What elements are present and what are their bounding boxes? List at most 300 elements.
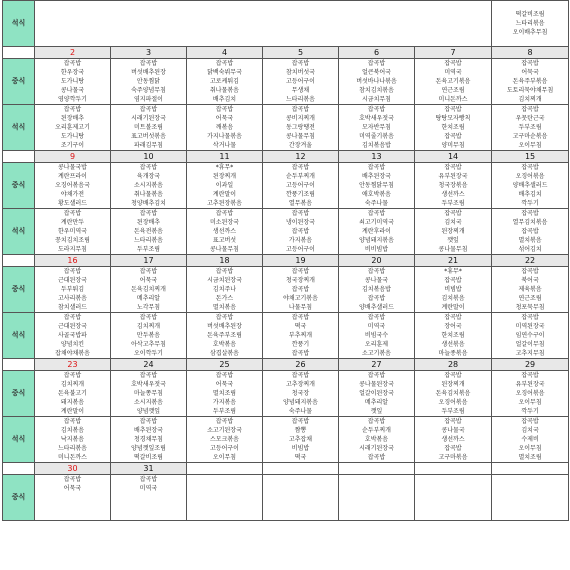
menu-item: 생선까스 <box>441 191 465 198</box>
menu-item <box>35 511 110 520</box>
menu-item: 도토리묵야채무침 <box>506 87 554 94</box>
menu-item: 마늘쫑무침 <box>134 390 163 397</box>
day-number: 13 <box>339 151 415 163</box>
menu-item: 된장찌개 <box>441 228 465 235</box>
empty-cell <box>187 463 263 475</box>
menu-item: 양념돼지볶음 <box>359 237 394 244</box>
menu-cell <box>111 105 187 151</box>
menu-item: 시래기된장국 <box>131 115 166 122</box>
menu-item: 오이무침 <box>518 142 542 149</box>
menu-item: 미트볼조림 <box>134 124 163 131</box>
menu-item: 김치찌개 <box>60 381 85 388</box>
menu-item: 간장겨울 <box>288 142 313 149</box>
menu-item: 사골국밥파 <box>58 332 87 339</box>
menu-cell <box>35 59 111 105</box>
menu-item: 김치찌개 <box>518 96 542 103</box>
menu-item: 배추김치 <box>212 96 237 103</box>
menu-item: 잡곡밥 <box>63 476 82 483</box>
menu-item: 참치버섯국 <box>286 69 315 76</box>
menu-item: 김치볶음밥 <box>362 286 391 293</box>
menu-item: 잡곡밥 <box>291 418 310 425</box>
menu-item: 수제비 <box>521 436 539 443</box>
menu-item: 숙주나물 <box>364 200 389 207</box>
day-row <box>3 463 569 475</box>
menu-item: 잡곡밥 <box>63 418 82 425</box>
day-row <box>3 255 569 267</box>
menu-item: 김치찌개 <box>136 323 161 330</box>
empty-cell <box>492 463 569 475</box>
menu-item: 잡곡밥 <box>63 268 82 275</box>
menu-item: 떡국 <box>294 323 307 330</box>
day-number: 22 <box>492 255 569 267</box>
menu-cell <box>415 267 492 313</box>
empty-cell <box>415 475 492 521</box>
menu-item: 잡곡밥 <box>367 418 386 425</box>
menu-item: 버섯배추된장 <box>131 69 166 76</box>
menu-item: 잡곡밥 <box>444 314 462 321</box>
menu-item: 배추된장국 <box>362 173 391 180</box>
menu-item: 고구마볶음 <box>438 454 468 461</box>
day-row <box>3 47 569 59</box>
menu-item: 잡곡밥 <box>521 164 539 171</box>
menu-item: 양념깻잎 <box>136 408 161 415</box>
day-number: 14 <box>415 151 492 163</box>
menu-item: 생선까스 <box>212 228 237 235</box>
menu-cell <box>35 105 111 151</box>
menu-item: 잡곡밥 <box>291 164 310 171</box>
menu-item: 얼갈이무침 <box>515 341 545 348</box>
menu-item: 계란프라이 <box>58 173 87 180</box>
lunch-row <box>3 475 569 521</box>
menu-item: 두부조림 <box>136 246 161 253</box>
menu-item: 고로케튀김 <box>210 78 239 85</box>
menu-item: 계란말이 <box>441 304 465 311</box>
menu-item: 미역된장국 <box>515 323 545 330</box>
menu-item: 시래기된장국 <box>359 445 394 452</box>
menu-item: 오이무침 <box>518 445 542 452</box>
menu-item: 고등어구이 <box>210 445 239 452</box>
day-number: 27 <box>339 359 415 371</box>
menu-cell <box>187 105 263 151</box>
dinner-row <box>3 417 569 463</box>
menu-item: 김치볶음 <box>60 427 85 434</box>
menu-cell <box>492 163 569 209</box>
meal-table <box>2 0 569 521</box>
menu-item: 열무김치볶음 <box>512 219 548 226</box>
day-number: 2 <box>35 47 111 59</box>
menu-item: 동그랑땡전 <box>286 124 315 131</box>
menu-cell <box>35 313 111 359</box>
menu-item: 잡곡밥 <box>139 210 158 217</box>
menu-cell <box>263 163 339 209</box>
menu-item: 두부튀김 <box>60 286 85 293</box>
menu-item: 오징어볶음국 <box>55 182 90 189</box>
menu-item: 잡곡밥 <box>63 60 82 67</box>
menu-item: 미니돈까스 <box>58 454 87 461</box>
day-number: 23 <box>35 359 111 371</box>
menu-item: 잡곡밥 <box>367 164 386 171</box>
menu-item: 잡곡밥 <box>291 286 310 293</box>
menu-item: 잡곡밥 <box>291 228 310 235</box>
day-number: 31 <box>111 463 187 475</box>
menu-item: 연근조림 <box>441 87 465 94</box>
menu-item: 배추김치 <box>518 191 542 198</box>
menu-cell <box>187 163 263 209</box>
menu-item: 황도샐러드 <box>58 200 87 207</box>
menu-item: 잡곡밥 <box>444 106 462 113</box>
menu-item: 잡곡밥 <box>215 268 234 275</box>
menu-item: 잡곡밥 <box>215 210 234 217</box>
menu-item: 근대된장국 <box>58 323 87 330</box>
menu-item: 김치국 <box>521 427 539 434</box>
menu-item: 잡곡밥 <box>444 445 462 452</box>
menu-item: 생선볶음 <box>441 341 465 348</box>
empty-cell <box>35 1 492 47</box>
menu-item: 오징어볶음 <box>515 173 545 180</box>
meal-label-lunch: 중식 <box>3 163 35 209</box>
menu-item: 소고기된장국 <box>207 427 242 434</box>
menu-cell <box>263 371 339 417</box>
day-number: 7 <box>415 47 492 59</box>
menu-item: 된장찌개 <box>441 381 465 388</box>
menu-item: 콩나물무침 <box>438 246 468 253</box>
meal-label-dinner: 석식 <box>3 417 35 463</box>
menu-item: 잡곡밥 <box>521 106 539 113</box>
menu-item: 콩나물국밥 <box>58 164 87 171</box>
menu-cell <box>111 59 187 105</box>
day-number: 19 <box>263 255 339 267</box>
label-blank <box>3 47 35 59</box>
menu-item: 잡곡밥 <box>521 372 539 379</box>
menu-item: 잡곡밥 <box>63 372 82 379</box>
menu-item: 호박새우젓국 <box>359 115 394 122</box>
menu-cell <box>111 313 187 359</box>
menu-item: 잡곡밥 <box>291 350 310 357</box>
menu-item: 양배추샐러드 <box>512 182 548 189</box>
meal-label-dinner: 석식 <box>3 209 35 255</box>
menu-item: 콩나물국 <box>364 277 389 284</box>
label-blank <box>3 463 35 475</box>
meal-calendar <box>2 0 568 521</box>
menu-cell <box>263 417 339 463</box>
menu-cell <box>35 371 111 417</box>
label-blank <box>3 255 35 267</box>
meal-label-lunch: 중식 <box>3 267 35 313</box>
menu-item: 느타리볶음 <box>286 96 315 103</box>
menu-item: 장어국 <box>444 323 462 330</box>
menu-item: 버섯바나나볶음 <box>356 78 397 85</box>
menu-item: 냉이된장국 <box>286 219 315 226</box>
menu-item: 육개장국 <box>136 173 161 180</box>
menu-item: 잡곡밥 <box>63 106 82 113</box>
day-row <box>3 151 569 163</box>
menu-item: 만두볶음 <box>136 332 161 339</box>
menu-item: 한치조림 <box>441 124 465 131</box>
menu-cell <box>492 105 569 151</box>
menu-item: 잡곡밥 <box>291 60 310 67</box>
menu-item: 오리훈제 <box>364 341 389 348</box>
menu-item: 아삭고추무침 <box>131 341 166 348</box>
menu-item: 양념깻잎조림 <box>131 445 166 452</box>
menu-item: 양념치킨 <box>60 341 85 348</box>
day-number: 29 <box>492 359 569 371</box>
menu-item: 돈육전볶음 <box>134 228 163 235</box>
menu-item: 소시지볶음 <box>134 182 163 189</box>
empty-cell <box>263 463 339 475</box>
menu-item: 잡곡밥 <box>521 314 539 321</box>
menu-item: 느타리볶음 <box>58 445 87 452</box>
meal-label-dinner: 석식 <box>3 1 35 47</box>
menu-item: 표고버섯 <box>212 237 237 244</box>
menu-item: 미역국 <box>139 485 158 492</box>
menu-item: 도라지무침 <box>58 246 87 253</box>
menu-item: 멸치조림 <box>212 390 237 397</box>
menu-cell <box>492 59 569 105</box>
menu-cell <box>339 267 415 313</box>
dinner-row <box>3 209 569 255</box>
menu-cell <box>187 371 263 417</box>
menu-cell <box>263 313 339 359</box>
menu-item: 잡곡밥 <box>139 372 158 379</box>
menu-item: 비빔국수 <box>364 332 389 339</box>
menu-item: 김치볶음밥 <box>362 142 391 149</box>
menu-item: 낙지볶음 <box>60 436 85 443</box>
menu-item: 섞어김치 <box>518 246 542 253</box>
menu-item: 잡곡밥 <box>215 418 234 425</box>
menu-item: 배추된장국 <box>134 427 163 434</box>
menu-cell <box>187 209 263 255</box>
menu-item: 잡곡밥 <box>139 476 158 483</box>
menu-item: 청포묵무침 <box>515 304 545 311</box>
menu-item: 고등어구이 <box>286 246 315 253</box>
menu-item: 오징어볶음 <box>515 390 545 397</box>
menu-item: 된장배추 <box>136 219 161 226</box>
menu-cell <box>339 163 415 209</box>
menu-item: 깐풍기조림 <box>286 191 315 198</box>
menu-item: 잡곡밥 <box>139 106 158 113</box>
menu-cell <box>339 417 415 463</box>
menu-item: 깻잎 <box>447 237 459 244</box>
menu-item: 소시지볶음 <box>134 399 163 406</box>
day-number: 9 <box>35 151 111 163</box>
menu-cell <box>187 417 263 463</box>
menu-item: 돈육주부볶음 <box>512 78 548 85</box>
menu-item: 순두부찌개 <box>362 427 391 434</box>
menu-item: 노각무침 <box>136 304 161 311</box>
menu-item: 양미무침 <box>441 142 465 149</box>
menu-item: 잡곡밥 <box>521 210 539 217</box>
menu-item: 미소된장국 <box>210 219 239 226</box>
menu-item: 돈가스 <box>215 295 234 302</box>
menu-item: *휴무* <box>444 268 462 275</box>
menu-item: 두부조림 <box>518 124 542 131</box>
lunch-row <box>3 371 569 417</box>
menu-cell <box>339 59 415 105</box>
day-number: 6 <box>339 47 415 59</box>
menu-item: 생선까스 <box>441 436 465 443</box>
menu-cell <box>415 209 492 255</box>
menu-cell <box>415 417 492 463</box>
menu-item: 오이깍두기 <box>134 350 163 357</box>
menu-item: 시금치된장국 <box>207 277 242 284</box>
menu-item: 고추지무침 <box>515 350 545 357</box>
menu-item: 어묵국 <box>63 485 82 492</box>
menu-item: 고구마순볶음 <box>512 133 548 140</box>
day-number: 3 <box>111 47 187 59</box>
menu-cell <box>111 371 187 417</box>
menu-cell <box>339 105 415 151</box>
menu-item <box>111 502 186 511</box>
menu-item: 깨볶음 <box>215 124 234 131</box>
menu-item: 잡곡밥 <box>215 314 234 321</box>
menu-item: 참치김치볶음 <box>359 87 394 94</box>
menu-item: 취나물볶음 <box>210 87 239 94</box>
menu-item: 야채가전 <box>60 191 85 198</box>
menu-item: 잡곡밥 <box>139 268 158 275</box>
menu-item: 두부조림 <box>441 408 465 415</box>
menu-item: 계란만두 <box>60 219 85 226</box>
menu-item: 두부조림 <box>212 408 237 415</box>
menu-item: 도가니탕 <box>60 78 85 85</box>
menu-item: 고등어구이 <box>286 78 315 85</box>
menu-cell <box>35 475 111 521</box>
dinner-row <box>3 105 569 151</box>
menu-item: 호박볶음 <box>364 436 389 443</box>
menu-item: 잡곡밥 <box>367 372 386 379</box>
menu-item: 콩나물국 <box>60 87 85 94</box>
menu-item: 어묵국 <box>521 69 539 76</box>
menu-item: 어묵국 <box>215 115 234 122</box>
menu-item: 무생채 <box>291 87 310 94</box>
menu-item: 콩나물무침 <box>210 246 239 253</box>
menu-item: 삼겹살볶음 <box>210 350 239 357</box>
menu-item: 청경채무침 <box>134 436 163 443</box>
menu-cell <box>263 59 339 105</box>
menu-item <box>35 502 110 511</box>
menu-cell <box>263 105 339 151</box>
menu-item: 잡곡밥 <box>521 268 539 275</box>
menu-item: 어묵국 <box>139 277 158 284</box>
lunch-row <box>3 163 569 209</box>
menu-item: 참치샐러드 <box>58 304 87 311</box>
day-number: 10 <box>111 151 187 163</box>
menu-item: 야채고기볶음 <box>283 295 318 302</box>
menu-item: 잡곡밥 <box>215 60 234 67</box>
menu-cell <box>415 163 492 209</box>
menu-item: 유부된장국 <box>438 173 468 180</box>
menu-item: 비비빔밥 <box>364 246 389 253</box>
menu-item: 고추장찌개 <box>286 381 315 388</box>
menu-item: 근대된장국 <box>58 277 87 284</box>
menu-item <box>35 493 110 502</box>
menu-item: 떡갈비조림 <box>515 11 545 18</box>
menu-item: 버섯배추된장 <box>207 323 242 330</box>
menu-item: 김치국 <box>444 219 462 226</box>
dinner-row <box>3 313 569 359</box>
menu-item: 모자반무침 <box>362 124 391 131</box>
menu-item: 잡곡밥 <box>367 295 386 302</box>
menu-item: 잡곡밥 <box>215 372 234 379</box>
menu-item: 잡곡밥 <box>367 314 386 321</box>
menu-cell <box>492 209 569 255</box>
meal-label-dinner: 석식 <box>3 313 35 359</box>
menu-item: 고추된장볶음 <box>207 200 242 207</box>
menu-cell <box>492 417 569 463</box>
menu-item: 오징어볶음 <box>438 399 468 406</box>
menu-item: 잡곡밥 <box>444 372 462 379</box>
menu-item: 돈육김치볶음 <box>435 390 471 397</box>
menu-item: 표고버섯볶음 <box>131 133 166 140</box>
menu-item: 한우장국 <box>60 69 85 76</box>
menu-item: 오이무침 <box>518 399 542 406</box>
menu-item: 잡곡밥 <box>444 60 462 67</box>
menu-item: 미역줄기볶음 <box>359 133 394 140</box>
menu-item: 고사리볶음 <box>58 295 87 302</box>
menu-item: 멸치볶음 <box>518 237 542 244</box>
menu-item: 콩비지찌개 <box>286 115 315 122</box>
menu-item: 청국장볶음 <box>438 182 468 189</box>
day-number: 21 <box>415 255 492 267</box>
menu-item: 닭백숙뷔무국 <box>207 69 242 76</box>
menu-cell <box>415 59 492 105</box>
menu-item: 느타리볶음 <box>515 20 545 27</box>
menu-item: 부추찌개 <box>288 332 313 339</box>
menu-item: 잡곡밥 <box>367 210 386 217</box>
menu-item: 가지볶음 <box>212 399 237 406</box>
menu-item: 청양배추김치 <box>131 200 166 207</box>
menu-item: 양배추샐러드 <box>359 304 394 311</box>
menu-item: 가지나물볶음 <box>207 133 242 140</box>
menu-item: 청국장찌개 <box>286 277 315 284</box>
menu-item: 멸치조림 <box>518 454 542 461</box>
menu-item: 잡곡밥 <box>444 164 462 171</box>
day-number: 8 <box>492 47 569 59</box>
menu-item: 메추리알 <box>136 295 161 302</box>
menu-item: 한치조림 <box>441 332 465 339</box>
menu-item: 짬뽕 <box>294 427 307 434</box>
day-number: 25 <box>187 359 263 371</box>
menu-item: 미역국 <box>367 323 386 330</box>
empty-cell <box>492 475 569 521</box>
menu-item: 잡곡밥 <box>367 60 386 67</box>
menu-item: 김치주나 <box>212 286 237 293</box>
menu-item: 잡곡밥 <box>521 418 539 425</box>
menu-item: 북어국 <box>521 277 539 284</box>
menu-item: 잡곡밥 <box>291 314 310 321</box>
menu-item: 잡곡밥 <box>139 60 158 67</box>
menu-item: 안동찜닭 <box>136 78 161 85</box>
menu-cell <box>111 475 187 521</box>
menu-item: 돈육주부조림 <box>207 332 242 339</box>
menu-cell <box>187 313 263 359</box>
menu-item: 잡곡밥 <box>291 268 310 275</box>
menu-item: 얼큰북어국 <box>362 69 391 76</box>
empty-cell <box>339 463 415 475</box>
menu-item: 돈육고기볶음 <box>435 78 471 85</box>
menu-item: 시금치무침 <box>362 96 391 103</box>
menu-cell <box>415 313 492 359</box>
menu-cell <box>492 267 569 313</box>
menu-item: 제육볶음 <box>518 286 542 293</box>
menu-item: 숙주나물 <box>288 408 313 415</box>
menu-item: 스모크볶음 <box>210 436 239 443</box>
menu-item: 비빔밥 <box>444 286 462 293</box>
menu-item: 오이무침 <box>212 454 237 461</box>
menu-item: 파래김무침 <box>134 142 163 149</box>
day-number: 28 <box>415 359 492 371</box>
menu-cell <box>415 371 492 417</box>
day-number: 16 <box>35 255 111 267</box>
